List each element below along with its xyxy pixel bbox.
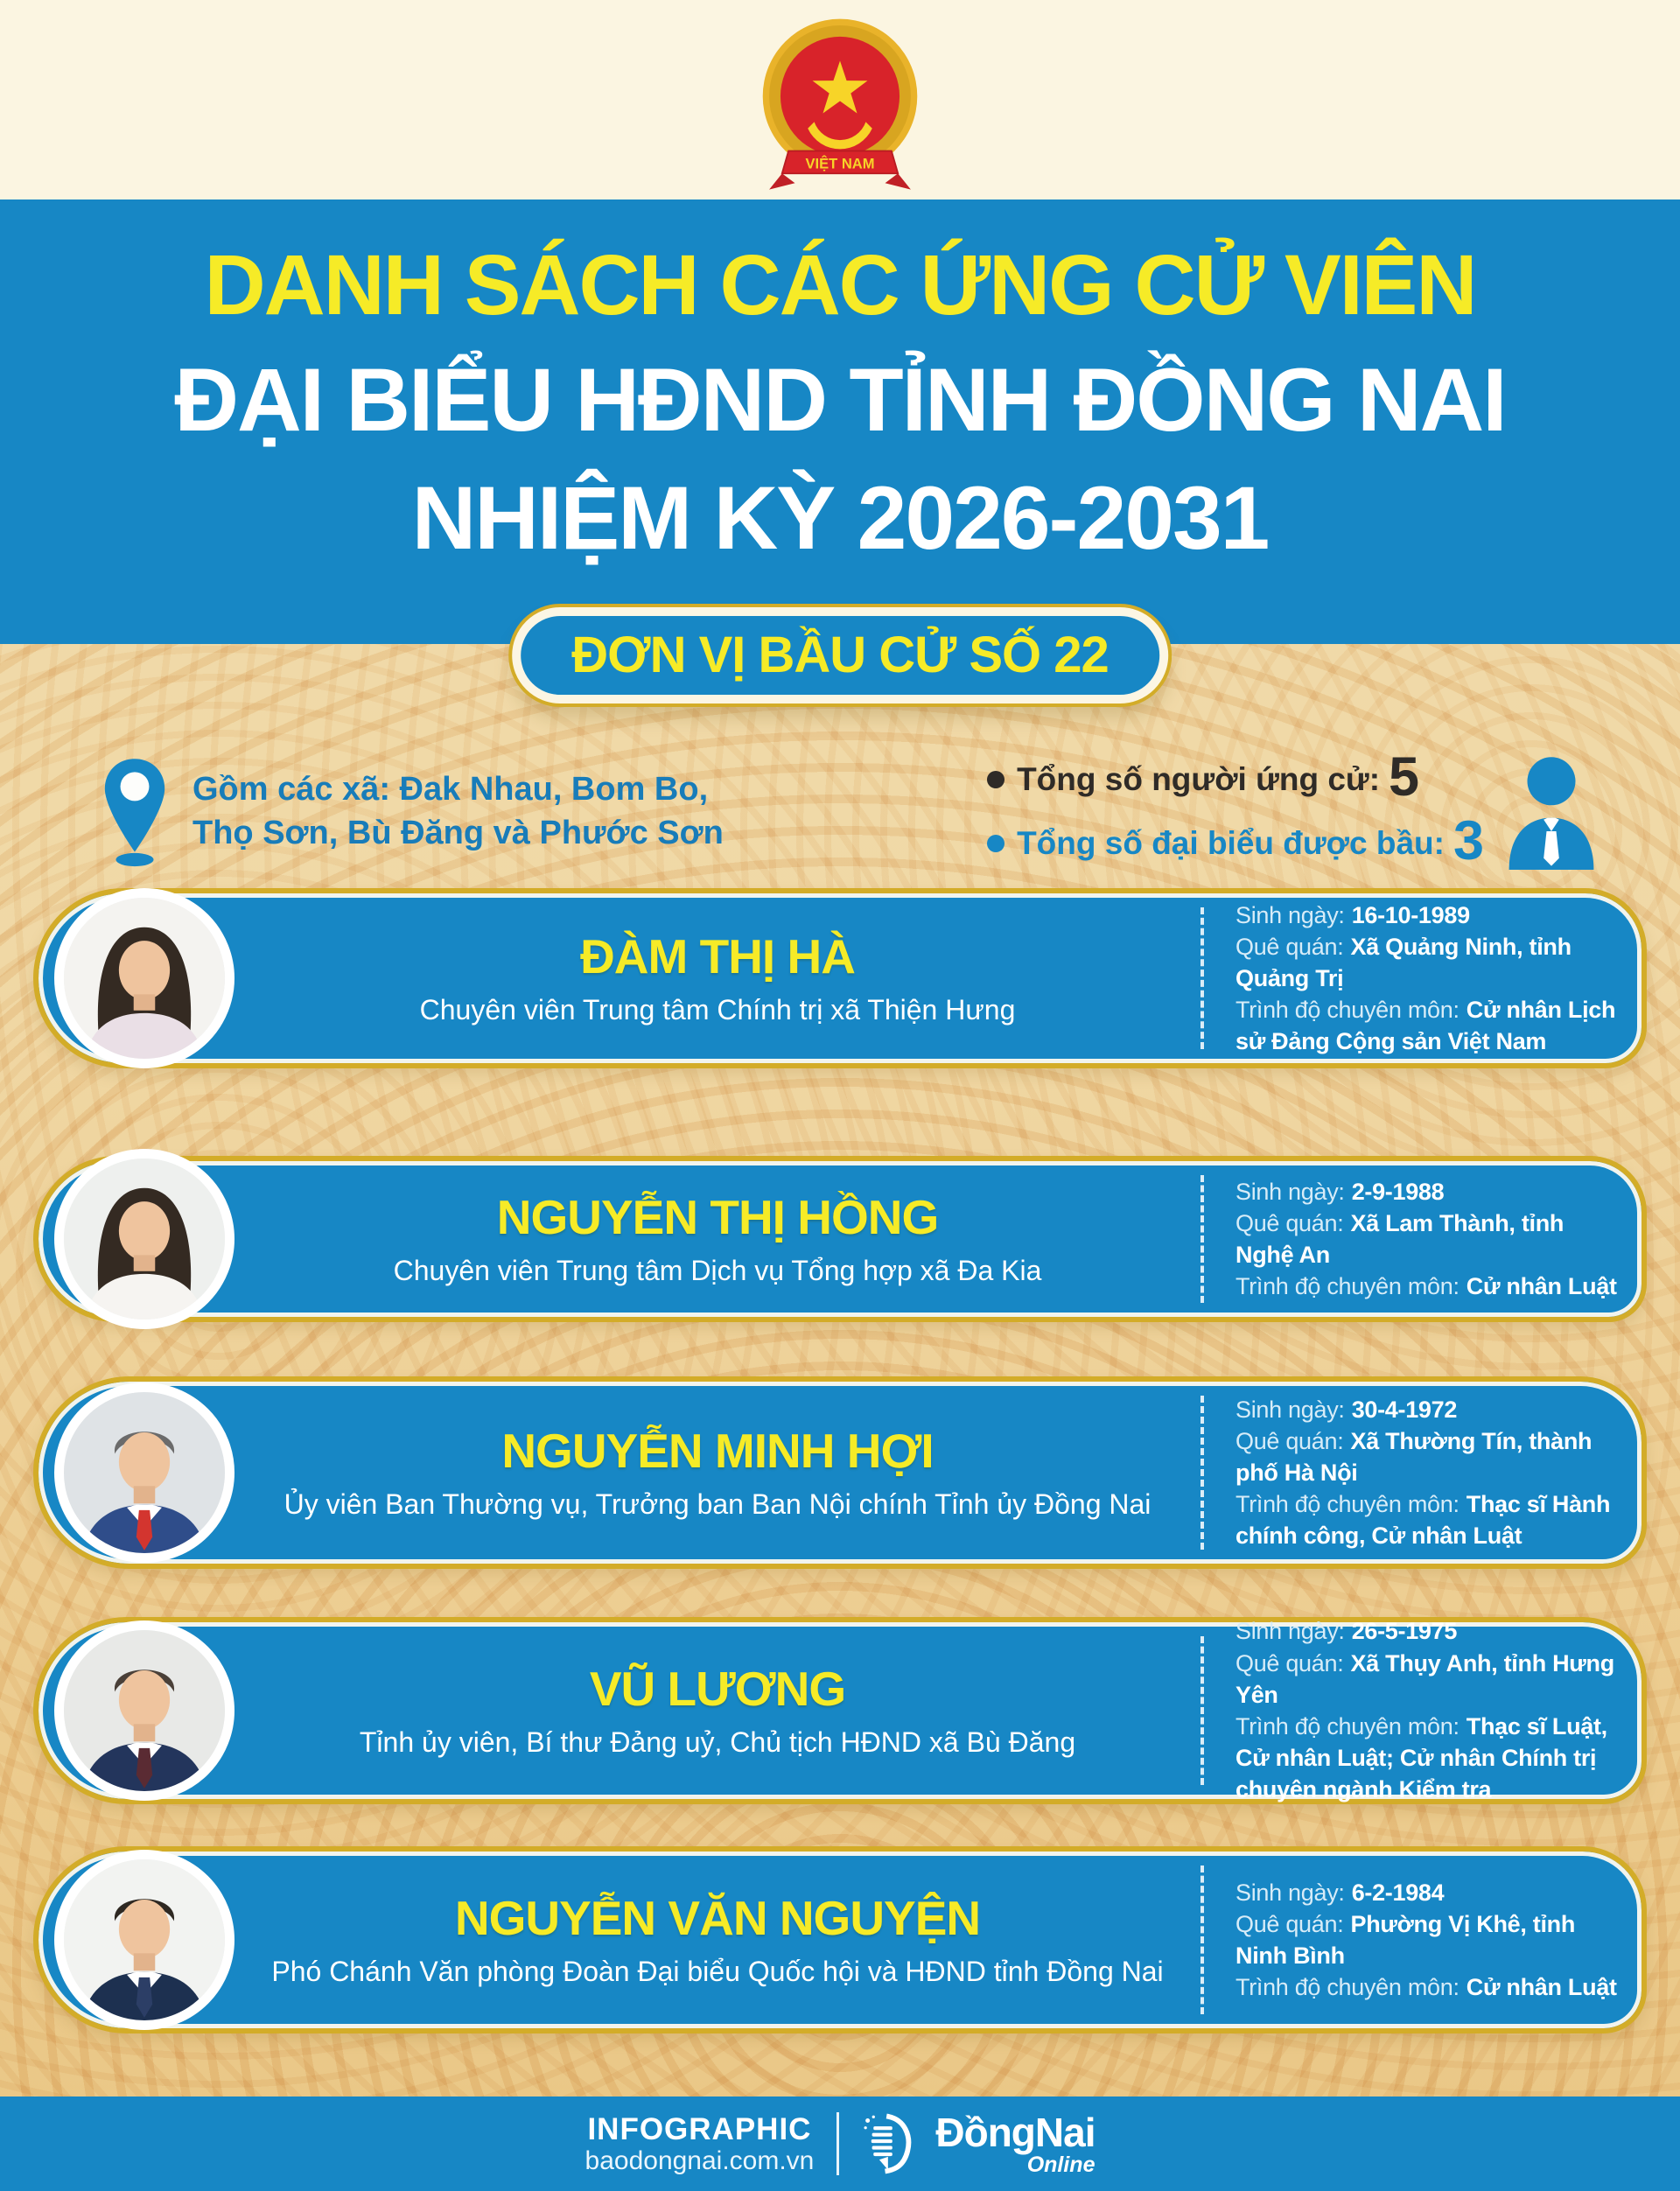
avatar-male-icon [64,1630,225,1791]
detail-birth: Sinh ngày: 16-10-1989 [1236,901,1470,928]
footer [0,2096,1680,2191]
candidate-name: ĐÀM THỊ HÀ [580,929,855,984]
detail-degree: Trình độ chuyên môn: Cử nhân Luật [1236,1273,1617,1300]
location-pin-icon [102,756,168,868]
candidate-role: Chuyên viên Trung tâm Chính trị xã Thiện Hưng [419,993,1016,1026]
candidate-role: Phó Chánh Văn phòng Đoàn Đại biểu Quốc hội và HĐND tỉnh Đồng Nai [271,1955,1164,1987]
candidate-photo [54,1149,234,1329]
person-icon [1503,746,1600,878]
area-block [102,756,735,868]
candidate-list [33,888,1647,2034]
detail-hometown: Quê quán: Xã Quảng Ninh, tỉnh Quảng Trị [1236,933,1572,991]
footer-divider [836,2112,839,2175]
footer-website: baodongnai.com.vn [584,2146,815,2175]
detail-birth: Sinh ngày: 2-9-1988 [1236,1178,1445,1205]
candidate-name: NGUYỄN THỊ HỒNG [496,1190,939,1244]
detail-hometown: Quê quán: Xã Lam Thành, tỉnh Nghệ An [1236,1209,1564,1268]
candidate-card [33,888,1647,1068]
candidate-details [1200,1866,1620,2014]
candidate-name: NGUYỄN MINH HỢI [501,1424,934,1478]
summary-row [0,739,1680,884]
candidate-card [33,1617,1647,1804]
candidate-photo [54,888,234,1068]
detail-hometown: Quê quán: Xã Thường Tín, thành phố Hà Nội [1236,1427,1592,1486]
candidate-name: NGUYỄN VĂN NGUYỆN [454,1891,981,1945]
candidate-details [1200,1396,1620,1550]
candidate-card [33,1376,1647,1569]
area-text: Gồm các xã: Đak Nhau, Bom Bo, Thọ Sơn, Bù Đăng và Phước Sơn [192,771,724,851]
title-line-3: NHIỆM KỲ 2026-2031 [411,467,1269,568]
candidate-role: Ủy viên Ban Thường vụ, Trưởng ban Ban Nội chính Tỉnh ủy Đồng Nai [284,1488,1152,1520]
candidate-total-row: Tổng số người ứng cử: 5 [987,752,1484,808]
title-band [0,200,1680,644]
detail-birth: Sinh ngày: 30-4-1972 [1236,1396,1458,1423]
avatar-male-icon [64,1859,225,2020]
bullet-icon [987,835,1004,852]
detail-birth: Sinh ngày: 26-5-1975 [1236,1618,1458,1645]
candidate-role: Chuyên viên Trung tâm Dịch vụ Tổng hợp xã Đa Kia [393,1254,1042,1286]
candidate-details [1200,901,1620,1055]
bullet-icon [987,771,1004,788]
electoral-unit-badge: ĐƠN VỊ BẦU CỬ SỐ 22 [512,607,1168,704]
candidate-photo [54,1382,234,1563]
detail-degree: Trình độ chuyên môn: Thạc sĩ Luật, Cử nhân Luật; Cử nhân Chính trị chuyên ngành Kiểm tra [1236,1713,1607,1803]
detail-hometown: Quê quán: Xã Thụy Anh, tỉnh Hưng Yên [1236,1649,1614,1708]
detail-degree: Trình độ chuyên môn: Thạc sĩ Hành chính công, Cử nhân Luật [1236,1491,1611,1550]
detail-hometown: Quê quán: Phường Vị Khê, tỉnh Ninh Bình [1236,1910,1576,1969]
detail-degree: Trình độ chuyên môn: Cử nhân Lịch sử Đảng Cộng sản Việt Nam [1236,997,1616,1055]
dongnai-newspaper-logo-icon [862,2110,913,2177]
avatar-female-icon [64,898,225,1059]
vietnam-national-emblem-icon [760,16,920,196]
avatar-female-icon [64,1158,225,1320]
candidate-photo [54,1620,234,1801]
candidate-details [1200,1175,1620,1303]
candidate-name: VŨ LƯƠNG [589,1662,846,1716]
svg-text:VIỆT NAM: VIỆT NAM [805,155,875,172]
footer-logo-name: ĐồngNai [935,2109,1096,2155]
candidate-details [1200,1618,1620,1803]
elected-total-row: Tổng số đại biểu được bầu: 3 [987,816,1484,872]
candidate-card [33,1156,1647,1322]
candidate-card [33,1846,1647,2034]
footer-logo-sub: Online [1026,2152,1096,2177]
totals-block [987,746,1600,878]
title-line-2: ĐẠI BIỂU HĐND TỈNH ĐỒNG NAI [174,350,1506,451]
candidate-total-value: 5 [1389,746,1420,808]
elected-total-value: 3 [1452,809,1484,872]
detail-birth: Sinh ngày: 6-2-1984 [1236,1879,1445,1906]
avatar-male-icon [64,1392,225,1553]
title-line-1: DANH SÁCH CÁC ỨNG CỬ VIÊN [204,237,1476,332]
candidate-photo [54,1850,234,2030]
detail-degree: Trình độ chuyên môn: Cử nhân Luật [1236,1974,1617,2001]
footer-brand: INFOGRAPHIC [587,2111,812,2146]
candidate-role: Tỉnh ủy viên, Bí thư Đảng uỷ, Chủ tịch HĐND xã Bù Đăng [359,1726,1076,1758]
